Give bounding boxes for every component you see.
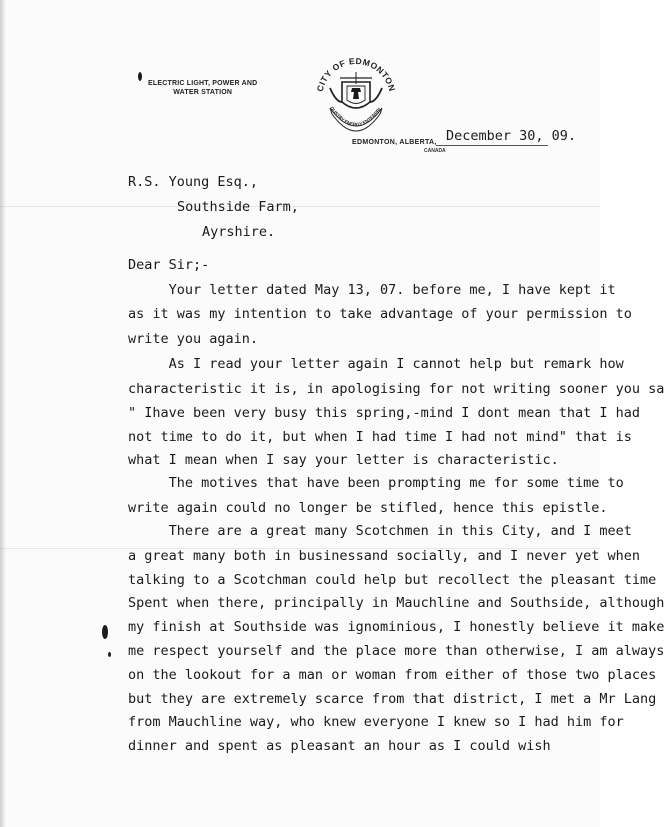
body-line: what I mean when I say your letter is characteristic. <box>128 452 559 468</box>
city-seal-emblem <box>300 44 412 144</box>
seal-motto: DUSTRY ENERGY ENTERPRI <box>329 105 382 128</box>
body-line: There are a great many Scotchmen in this City, and I meet <box>128 523 632 539</box>
city-seal <box>300 44 412 144</box>
body-line: talking to a Scotchman could help but recollect the pleasant time <box>128 572 657 588</box>
body-line: The motives that have been prompting me for some time to <box>128 475 624 491</box>
body-line: Spent when there, principally in Mauchline and Southside, although <box>128 595 664 611</box>
body-line: on the lookout for a man or woman from either of those two places <box>128 667 657 683</box>
letterhead-place: EDMONTON, ALBERTA, <box>352 139 437 146</box>
body-line: dinner and spent as pleasant an hour as I could wish <box>128 738 551 754</box>
body-line: a great many both in businessand socially, and I never yet when <box>128 548 641 564</box>
seal-title: CITY OF EDMONTON <box>314 55 398 93</box>
department-line-1: ELECTRIC LIGHT, POWER AND <box>148 80 258 87</box>
ink-blot <box>138 72 142 81</box>
body-line: characteristic it is, in apologising for not writing sooner you sa <box>128 381 664 397</box>
body-line: my finish at Southside was ignominious, I honestly believe it make <box>128 619 664 635</box>
body-line: me respect yourself and the place more than otherwise, I am always <box>128 643 664 659</box>
body-line: not time to do it, but when I had time I had not mind" that is <box>128 429 632 445</box>
body-line: but they are extremely scarce from that district, I met a Mr Lang <box>128 691 657 707</box>
letter-date: December 30, 09. <box>446 128 577 144</box>
body-line: as it was my intention to take advantage of your permission to <box>128 306 632 322</box>
salutation: Dear Sir;- <box>128 257 210 273</box>
recipient-address-1: Southside Farm, <box>177 199 299 215</box>
body-line: " Ihave been very busy this spring,-mind I dont mean that I had <box>128 405 641 421</box>
fold-line <box>0 206 600 207</box>
body-line: Your letter dated May 13, 07. before me, I have kept it <box>128 282 616 298</box>
body-line: As I read your letter again I cannot help but remark how <box>128 356 624 372</box>
date-rule <box>436 145 548 146</box>
ink-blot <box>108 652 111 657</box>
body-line: write you again. <box>128 331 259 347</box>
ink-blot <box>102 625 108 639</box>
department-heading <box>148 79 257 97</box>
recipient-address-2: Ayrshire. <box>202 224 276 240</box>
department-line-2: WATER STATION <box>173 89 233 96</box>
page-edge-shadow <box>0 0 6 827</box>
letterhead-country: CANADA <box>424 148 446 154</box>
body-line: write again could no longer be stifled, hence this epistle. <box>128 500 608 516</box>
recipient-name: R.S. Young Esq., <box>128 174 259 190</box>
body-line: from Mauchline way, who knew everyone I knew so I had him for <box>128 714 624 730</box>
